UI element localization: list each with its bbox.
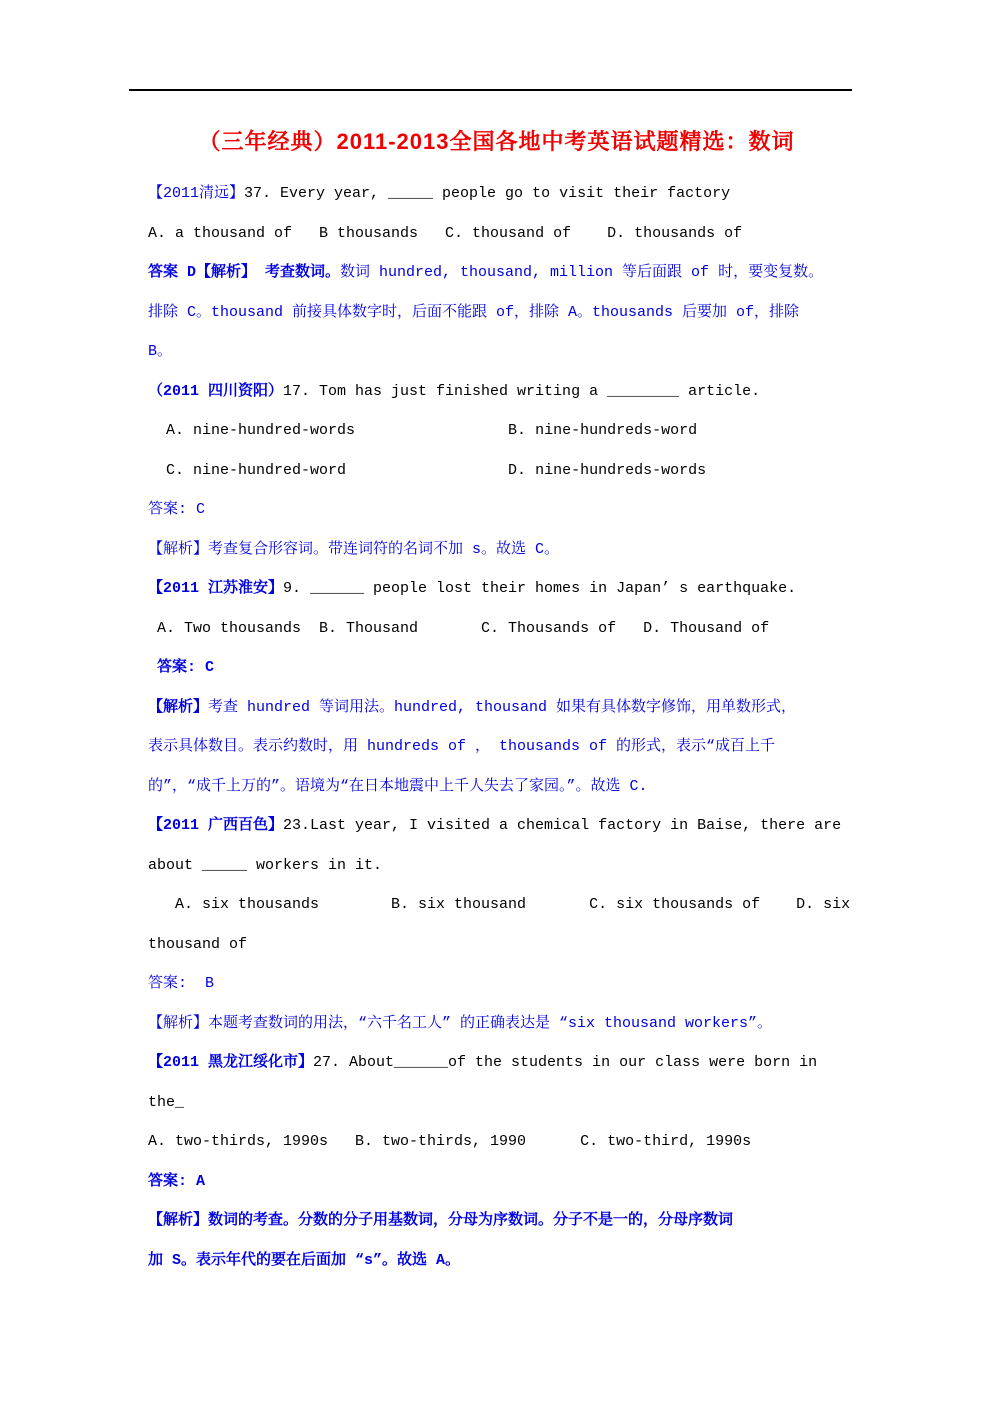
text-line	[148, 1083, 864, 1123]
text-segment: A. a thousand of B thousands C. thousand of D. thousands of	[148, 224, 743, 242]
text-line	[148, 1201, 864, 1241]
text-line	[148, 609, 864, 649]
text-segment: 【2011清远】	[148, 185, 245, 202]
text-line	[148, 451, 864, 491]
text-segment: 17. Tom has just finished writing a ________ article.	[283, 382, 761, 400]
text-line	[148, 925, 864, 965]
text-line	[148, 727, 864, 767]
text-line	[148, 214, 864, 254]
text-segment: 数词 hundred, thousand, million 等后面跟 of 时，要变复数。	[340, 264, 824, 281]
text-segment: B。	[148, 343, 173, 360]
text-segment: 答案 D【解析】 考查数词。	[148, 264, 341, 281]
text-line	[148, 569, 864, 609]
text-segment: A. six thousands B. six thousand C. six thousands of D. six	[148, 896, 851, 913]
text-line	[148, 293, 864, 333]
text-segment: C. nine-hundred-word D. nine-hundreds-words	[148, 461, 707, 479]
text-segment: （2011 四川资阳）	[148, 382, 284, 400]
text-segment: 答案: C	[148, 659, 215, 676]
text-line	[148, 964, 864, 1004]
text-segment: 37. Every year, _____ people go to visit their factory	[244, 185, 731, 202]
text-segment: 加 S。表示年代的要在后面加 “s”。故选 A。	[148, 1251, 461, 1269]
text-segment: 【解析】	[148, 698, 209, 716]
text-line	[148, 1043, 864, 1083]
text-line	[148, 1162, 864, 1202]
text-segment: 9. ______ people lost their homes in Japan’ s earthquake.	[283, 580, 797, 597]
text-segment: 27. About______of the students in our class were born in	[313, 1054, 818, 1071]
text-segment: 答案: C	[148, 501, 206, 518]
text-segment: 答案: A	[148, 1172, 206, 1190]
document-lines	[148, 174, 864, 1294]
text-segment: the_	[148, 1093, 185, 1111]
text-line	[148, 490, 864, 530]
text-segment: A. two-thirds, 1990s B. two-thirds, 1990 C. two-third, 1990s	[148, 1133, 752, 1150]
text-segment: 23.Last year, I visited a chemical factory in Baise, there are	[283, 817, 842, 834]
text-line	[148, 174, 864, 214]
text-line	[148, 372, 864, 412]
text-line	[148, 1004, 864, 1044]
text-segment: 【2011 广西百色】	[148, 817, 284, 834]
text-segment: 排除 C。thousand 前接具体数字时，后面不能跟 of，排除 A。thousands 后要加 of，排除	[148, 303, 800, 321]
text-line	[148, 648, 864, 688]
page-title: （三年经典）2011-2013全国各地中考英语试题精选：数词	[198, 129, 795, 154]
text-segment: about _____ workers in it.	[148, 856, 383, 874]
text-segment: 的”，“成千上万的”。语境为“在日本地震中上千人失去了家园。”。故选 C.	[148, 777, 648, 795]
text-segment: 【2011 黑龙江绥化市】	[148, 1054, 314, 1071]
text-line	[148, 767, 864, 807]
text-segment: 【解析】考查复合形容词。带连词符的名词不加 s。故选 C。	[148, 540, 560, 558]
text-line	[148, 530, 864, 570]
text-segment: 【2011 江苏淮安】	[148, 580, 284, 597]
text-segment: 答案: B	[148, 975, 215, 992]
text-line	[148, 1241, 864, 1281]
text-line	[148, 806, 864, 846]
text-segment: 表示具体数目。表示约数时，用 hundreds of ， thousands of 的形式，表示“成百上千	[148, 738, 776, 755]
text-line	[148, 1122, 864, 1162]
text-line	[148, 846, 864, 886]
text-line	[148, 885, 864, 925]
text-segment: 【解析】数词的考查。分数的分子用基数词，分母为序数词。分子不是一的，分母序数词	[148, 1212, 734, 1229]
text-segment: thousand of	[148, 935, 248, 953]
text-line	[148, 253, 864, 293]
text-segment: A. Two thousands B. Thousand C. Thousands of D. Thousand of	[148, 619, 770, 637]
header-divider-line	[129, 89, 852, 91]
text-line	[148, 411, 864, 451]
text-segment: A. nine-hundred-words B. nine-hundreds-word	[148, 422, 698, 439]
text-line	[148, 688, 864, 728]
text-segment: 【解析】本题考查数词的用法，“六千名工人” 的正确表达是 “six thousand workers”。	[148, 1014, 773, 1032]
text-line	[148, 332, 864, 372]
text-segment: 考查 hundred 等词用法。hundred, thousand 如果有具体数字修饰，用单数形式，	[208, 698, 797, 716]
